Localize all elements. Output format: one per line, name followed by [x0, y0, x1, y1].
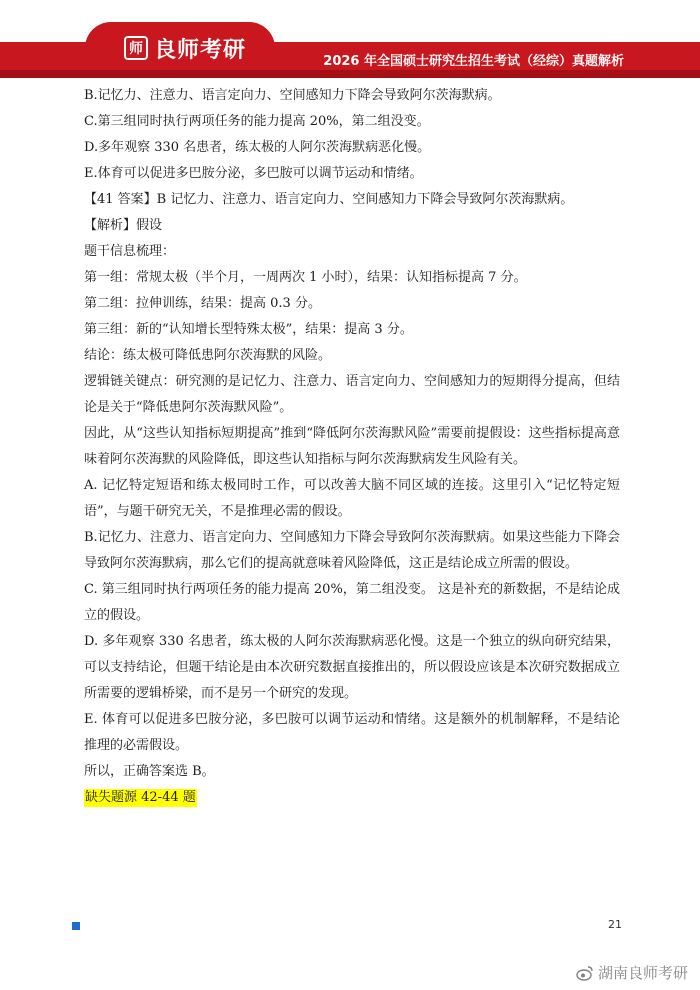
watermark-text: 湖南良师考研 [597, 964, 688, 982]
info-title: 题干信息梳理： [84, 244, 176, 259]
header-shade [0, 70, 700, 78]
logic-key-paragraph: 逻辑链关键点：研究测的是记忆力、注意力、语言定向力、空间感知力的短期得分提高，但结论是关于“降低患阿尔茨海默风险”。 [84, 374, 620, 415]
group-2: 第二组：拉伸训练，结果：提高 0.3 分。 [84, 296, 321, 311]
header-title: 2026 年全国硕士研究生招生考试（经综）真题解析 [323, 54, 624, 69]
option-d: D.多年观察 330 名患者，练太极的人阿尔茨海默病恶化慢。 [84, 140, 431, 155]
answer-line: 【41 答案】B 记忆力、注意力、语言定向力、空间感知力下降会导致阿尔茨海默病。 [84, 192, 574, 207]
footer-marker [72, 922, 80, 930]
analysis-option-a: A. 记忆特定短语和练太极同时工作，可以改善大脑不同区域的连接。这里引入“记忆特定短语”，与题干研究无关，不是推理必需的假设。 [84, 478, 620, 519]
analysis-option-c: C. 第三组同时执行两项任务的能力提高 20%，第二组没变。 这是补充的新数据，不是结论成立的假设。 [84, 582, 620, 623]
page-header [0, 0, 700, 78]
analysis-title: 【解析】假设 [84, 218, 163, 233]
option-c: C.第三组同时执行两项任务的能力提高 20%，第二组没变。 [84, 114, 430, 129]
brand-logo [124, 32, 246, 64]
weibo-icon [576, 965, 594, 981]
therefore-paragraph: 因此，从“这些认知指标短期提高”推到“降低阿尔茨海默风险”需要前提假设：这些指标提高意味着阿尔茨海默的风险降低，即这些认知指标与阿尔茨海默病发生风险有关。 [84, 426, 620, 467]
brand-name: 良师考研 [154, 37, 247, 63]
missing-note: 缺失题源 42-44 题 [85, 790, 196, 805]
watermark [576, 962, 688, 983]
option-e: E.体育可以促进多巴胺分泌，多巴胺可以调节运动和情绪。 [84, 166, 423, 181]
group-3: 第三组：新的“认知增长型特殊太极”，结果：提高 3 分。 [84, 322, 413, 337]
page-content [84, 83, 620, 811]
analysis-option-d: D. 多年观察 330 名患者，练太极的人阿尔茨海默病恶化慢。这是一个独立的纵向研究结果，可以支持结论，但题干结论是由本次研究数据直接推出的，所以假设应该是本次研究数据成立所需要的逻辑桥梁，而不是另一个研究的发现。 [84, 634, 620, 701]
brand-logo-icon: 师 [124, 36, 148, 60]
page-number: 21 [608, 918, 622, 931]
group-1: 第一组：常规太极（半个月，一周两次 1 小时），结果：认知指标提高 7 分。 [84, 270, 527, 285]
analysis-option-e: E. 体育可以促进多巴胺分泌，多巴胺可以调节运动和情绪。这是额外的机制解释，不是结论推理的必需假设。 [84, 712, 620, 753]
analysis-option-b: B.记忆力、注意力、语言定向力、空间感知力下降会导致阿尔茨海默病。如果这些能力下降会导致阿尔茨海默病，那么它们的提高就意味着风险降低，这正是结论成立所需的假设。 [84, 530, 620, 571]
final-answer: 所以，正确答案选 B。 [84, 764, 215, 779]
conclusion-statement: 结论：练太极可降低患阿尔茨海默的风险。 [84, 348, 332, 363]
missing-note-line [84, 785, 620, 811]
option-b: B.记忆力、注意力、语言定向力、空间感知力下降会导致阿尔茨海默病。 [84, 88, 501, 103]
